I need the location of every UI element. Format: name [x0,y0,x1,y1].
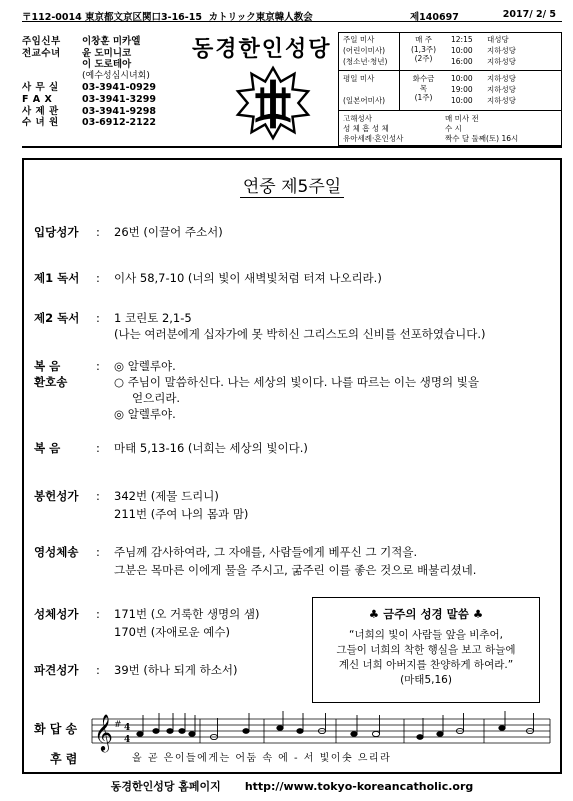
mass-title: 연중 제5주일 [24,172,560,197]
staff-row: 사 제 관 03-3941-9298 [22,105,156,117]
staff-row: F A X 03-3941-3299 [22,93,156,105]
staff-row: 사 무 실 03-3941-0929 [22,82,156,94]
issue-date: 2017/ 2/ 5 [502,9,556,20]
staff-row: 이 도로테아 [82,59,132,71]
svg-text:𝄞: 𝄞 [94,713,113,751]
svg-text:4: 4 [124,735,131,745]
footer-url-link[interactable]: http://www.tokyo-koreancatholic.org [244,780,474,793]
sunday-mass: 주일 미사 (어린이미사) (청소년·청년) 매 주 (1,3주) (2주) 12:15 10:00 16:00 대성당 지하성당 지하성당 [339,33,561,71]
staff-row: 전교수녀 윤 도미니코 [22,47,132,59]
footer-site-name: 동경한인성당 홈페이지 [110,780,221,793]
staff-row: 주임신부 이창훈 미카엘 [22,36,141,47]
scripture-quote: “너희의 빛이 사람들 앞을 비추어, 그들이 너희의 착한 행실을 보고 하늘에 계신 너희 아버지를 찬양하게 하여라.” (마태5,16) [336,629,516,686]
staff-row: 수 녀 원 03-6912-2122 [22,117,156,129]
liturgy-panel: 연중 제5주일 입당성가 : 26번 (이끌어 주소서) 제1 독서 : 이사 58,7-10 (너의 빛이 새벽빛처럼 터져 나오리라.) 제2 독서 : 1 코린토 2,1-5 (나는 여러분에게 십자가에 못 박히신 그리스도의 신비를 선포하였습니다.) 복 음 환호송 : ◎ 알렐루야. ○ 주님이 말씀하신다. 나는 세상의 빛이다. 나를 따르는 이는 생명의 빛을 얻으리라. ◎ 알렐루야. 복 음 : 마태 5,13-16 (너희는 세상의 빛이다.) 봉헌성가 : 342번 (제물 드리니) 211번 (주여 나의 몸과 맘) 영성체송 : 주님께 감사하여라, 그 자애를, 사람들에게 베푸신 그 기적을. 그분은 목마른 이에게 물을 주시고, 굶주린 이를 좋은 것으로 배불리셨네. 성체성가 : 171번 (오 거룩한 생명의 샘) 170번 (자애로운 예수) 파견성가 : 39번 (하나 되게 하소서) ♣ 금주의 성경 말씀 ♣ “너희의 빛이 사람들 앞을 비추어, 그들이 너희의 착한 행실을 보고 하늘에 계신 너희 아버지를 찬양하게 하여라.” (마태5,16) 화 답 송 후 렴 𝄞 # 4 4 올 곧 은이들에게는 어둠 속 에 - 서 빛이솟 으리라 [22,158,562,774]
parish-title: 동경한인성당 [192,37,332,62]
staff-row: (예수성심시녀회) [82,70,150,81]
weekly-scripture-box [312,597,540,703]
scripture-box-title: ♣ 금주의 성경 말씀 ♣ [368,607,484,621]
svg-text:4: 4 [124,723,131,733]
footer [22,778,562,794]
refrain-label: 후 렴 [50,752,78,766]
refrain-score [32,709,556,773]
address-bar [22,8,562,22]
refrain-lyrics: 올 곧 은이들에게는 어둠 속 에 - 서 빛이솟 으리라 [132,753,392,764]
mass-schedule [338,32,562,146]
staff-directory [22,36,156,129]
response-label: 화 답 송 [34,722,78,736]
bulletin-header [22,28,562,148]
postal-address: 〒112-0014 東京都文京区関口3-16-15 カトリック東京韓人教会 [22,12,313,23]
issue-number: 제140697 [410,12,459,23]
sacrament-info: 고해성사 매 미사 전 성 체 흠 성 체 수 시 유아세례·혼인성사 짝수 달 둘째(토) 16시 [343,114,519,143]
svg-text:#: # [114,720,122,730]
weekday-mass: 평일 미사 (일본어미사) 화수금 목 (1주) 10:00 19:00 10:00 지하성당 지하성당 지하성당 [339,71,561,111]
parish-emblem-icon [234,64,312,142]
